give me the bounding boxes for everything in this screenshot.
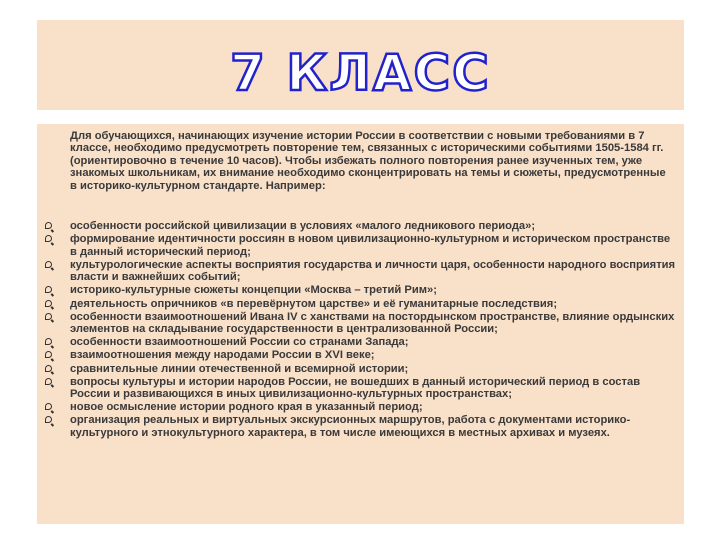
list-item: организация реальных и виртуальных экскурсионных маршрутов, работа с документами историко-культурного и этнокультурного характера, в том числе имеющихся в местных архивах и музеях.	[37, 414, 684, 439]
bullet-icon	[45, 313, 52, 320]
topic-list	[37, 220, 684, 440]
list-item: особенности взаимоотношений России со странами Запада;	[37, 336, 684, 349]
list-item: историко-культурные сюжеты концепции «Москва – третий Рим»;	[37, 284, 684, 297]
list-item: деятельность опричников «в перевёрнутом царстве» и её гуманитарные последствия;	[37, 298, 684, 311]
bullet-icon	[45, 351, 52, 358]
list-item: культурологические аспекты восприятия государства и личности царя, особенности народного восприятия власти и важнейших событий;	[37, 259, 684, 284]
title-panel	[37, 20, 684, 110]
bullet-icon	[45, 261, 52, 268]
list-item: сравнительные линии отечественной и всемирной истории;	[37, 363, 684, 376]
bullet-icon	[45, 222, 52, 229]
bullet-icon	[45, 286, 52, 293]
intro-paragraph: Для обучающихся, начинающих изучение истории России в соответствии с новыми требованиями в 7 классе, необходимо предусмотреть повторение тем, связанных с историческими событиями 1505-1584 гг. (ориентировочно в течение 10 часов). Чтобы избежать полного повторения ранее изученных тем, уже знакомых школьникам, их внимание необходимо сконцентрировать на темы и сюжеты, предусмотренные в историко-культурном стандарте. Например:	[70, 130, 666, 192]
list-item: взаимоотношения между народами России в XVI веке;	[37, 349, 684, 362]
list-item: новое осмысление истории родного края в указанный период;	[37, 401, 684, 414]
content-panel	[37, 124, 684, 524]
bullet-icon	[45, 365, 52, 372]
list-item: особенности взаимоотношений Ивана IV с ханствами на постордынском пространстве, влияние ордынских элементов на складывание государственности в централизованной России;	[37, 311, 684, 336]
bullet-icon	[45, 403, 52, 410]
list-item: формирование идентичности россиян в новом цивилизационно-культурном и историческом пространстве в данный исторический период;	[37, 233, 684, 258]
slide-title: 7 КЛАСС	[230, 44, 491, 102]
bullet-icon	[45, 378, 52, 385]
bullet-icon	[45, 235, 52, 242]
list-item: вопросы культуры и истории народов России, не вошедших в данный исторический период в состав России и развивающихся в иных цивилизационно-культурных пространствах;	[37, 376, 684, 401]
bullet-icon	[45, 416, 52, 423]
bullet-icon	[45, 300, 52, 307]
list-item: особенности российской цивилизации в условиях «малого ледникового периода»;	[37, 220, 684, 233]
bullet-icon	[45, 338, 52, 345]
